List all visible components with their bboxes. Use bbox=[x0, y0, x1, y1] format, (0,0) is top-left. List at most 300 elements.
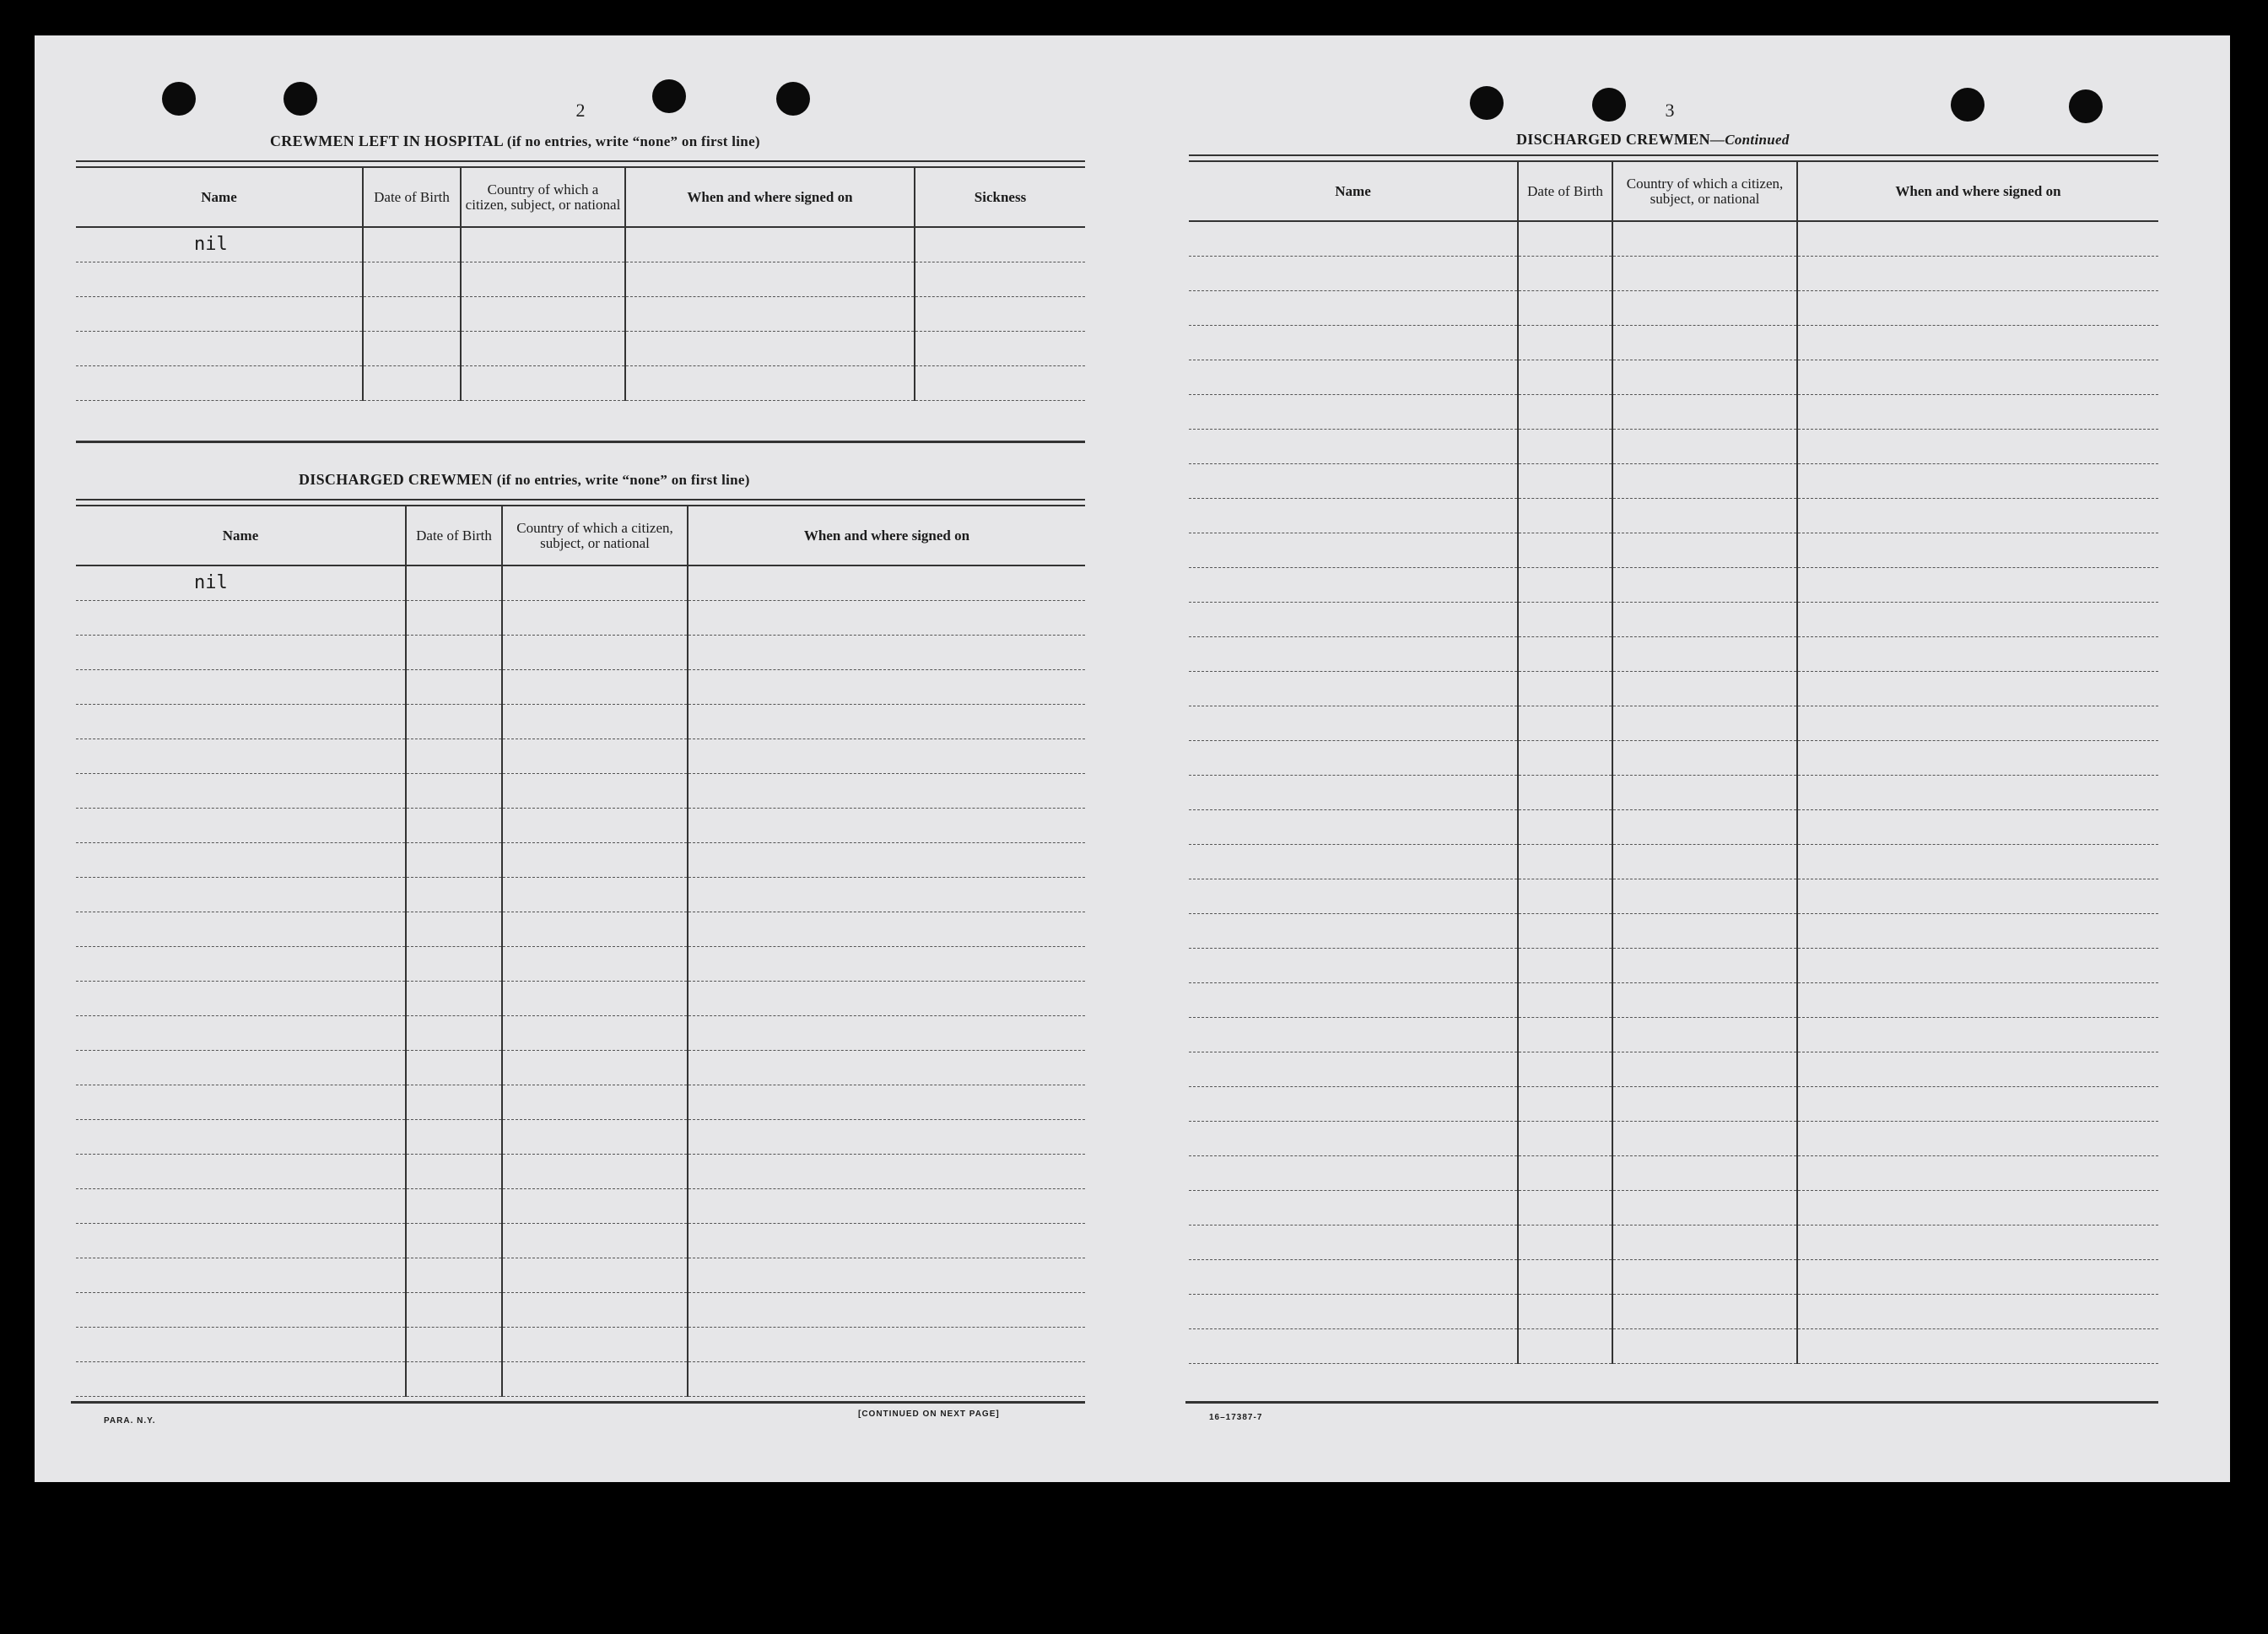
cell bbox=[406, 808, 502, 842]
punch-hole bbox=[776, 82, 810, 116]
cell bbox=[1518, 1259, 1612, 1294]
cell bbox=[1612, 706, 1797, 740]
cell bbox=[76, 365, 363, 400]
cell bbox=[1797, 1052, 2158, 1086]
cell bbox=[688, 1154, 1085, 1188]
document-sheet bbox=[35, 35, 2230, 1482]
left-page bbox=[35, 35, 1147, 1482]
table-row bbox=[76, 946, 1085, 981]
cell bbox=[1189, 671, 1518, 706]
table-row bbox=[1189, 567, 2158, 602]
table-row bbox=[76, 877, 1085, 912]
cell bbox=[688, 1361, 1085, 1396]
cell bbox=[1189, 1190, 1518, 1225]
cell bbox=[1189, 879, 1518, 913]
cell bbox=[76, 635, 406, 669]
table-row bbox=[76, 365, 1085, 400]
cell bbox=[1612, 1328, 1797, 1363]
cell bbox=[461, 296, 625, 331]
cell bbox=[915, 262, 1085, 296]
cell bbox=[1518, 1017, 1612, 1052]
cell bbox=[1518, 1121, 1612, 1155]
table-row bbox=[76, 227, 1085, 262]
col-header-name: Name bbox=[1189, 162, 1518, 221]
table-row bbox=[1189, 602, 2158, 636]
cell bbox=[1518, 1225, 1612, 1259]
cell bbox=[1518, 498, 1612, 533]
cell bbox=[1189, 1121, 1518, 1155]
continued-note: [CONTINUED ON NEXT PAGE] bbox=[858, 1409, 1000, 1419]
cell bbox=[363, 227, 461, 262]
cell bbox=[76, 842, 406, 877]
cell bbox=[1612, 567, 1797, 602]
cell bbox=[461, 262, 625, 296]
cell bbox=[1518, 567, 1612, 602]
cell bbox=[502, 669, 688, 704]
cell bbox=[76, 1292, 406, 1327]
table-row bbox=[1189, 1155, 2158, 1190]
cell bbox=[1797, 844, 2158, 879]
cell bbox=[1189, 1259, 1518, 1294]
cell bbox=[1612, 325, 1797, 360]
cell bbox=[76, 669, 406, 704]
cell bbox=[502, 946, 688, 981]
cell bbox=[1189, 533, 1518, 567]
cell bbox=[688, 1258, 1085, 1292]
table-row bbox=[76, 842, 1085, 877]
cell bbox=[1797, 879, 2158, 913]
cell bbox=[1518, 602, 1612, 636]
table-row bbox=[76, 1327, 1085, 1361]
table-row bbox=[1189, 706, 2158, 740]
form-number: 16–17387-7 bbox=[1209, 1413, 1263, 1422]
table-row bbox=[1189, 913, 2158, 948]
cell bbox=[1518, 671, 1612, 706]
cell bbox=[1797, 1086, 2158, 1121]
cell bbox=[688, 635, 1085, 669]
table-row bbox=[1189, 1086, 2158, 1121]
cell bbox=[76, 1050, 406, 1085]
cell bbox=[1797, 809, 2158, 844]
table-row bbox=[76, 565, 1085, 600]
cell bbox=[76, 773, 406, 808]
discharged-header-row bbox=[76, 506, 1085, 565]
cell bbox=[406, 635, 502, 669]
continued-top-rule bbox=[1189, 154, 2158, 162]
table-row bbox=[1189, 1328, 2158, 1363]
cell bbox=[363, 262, 461, 296]
cell bbox=[1797, 671, 2158, 706]
table-row bbox=[76, 331, 1085, 365]
table-row bbox=[76, 1188, 1085, 1223]
col-header-when-where: When and where signed on bbox=[625, 168, 915, 227]
cell bbox=[1518, 221, 1612, 256]
cell bbox=[625, 365, 915, 400]
cell bbox=[688, 1188, 1085, 1223]
hospital-title-note: (if no entries, write “none” on first line) bbox=[506, 133, 760, 149]
cell bbox=[1518, 913, 1612, 948]
cell bbox=[1612, 1121, 1797, 1155]
cell bbox=[76, 946, 406, 981]
table-row bbox=[76, 773, 1085, 808]
cell bbox=[406, 912, 502, 946]
cell bbox=[363, 331, 461, 365]
cell bbox=[1518, 1086, 1612, 1121]
cell bbox=[1518, 256, 1612, 290]
cell bbox=[76, 704, 406, 739]
cell bbox=[406, 946, 502, 981]
cell bbox=[1612, 913, 1797, 948]
cell bbox=[1189, 221, 1518, 256]
cell bbox=[502, 1258, 688, 1292]
cell bbox=[502, 1015, 688, 1050]
col-header-country: Country of which a citizen, subject, or national bbox=[461, 168, 625, 227]
cell bbox=[1189, 1328, 1518, 1363]
cell bbox=[76, 1258, 406, 1292]
cell bbox=[502, 1188, 688, 1223]
table-row bbox=[1189, 1017, 2158, 1052]
right-page bbox=[1147, 35, 2230, 1482]
cell bbox=[406, 1119, 502, 1154]
cell bbox=[1797, 567, 2158, 602]
cell bbox=[1797, 913, 2158, 948]
table-row bbox=[1189, 740, 2158, 775]
discharged-top-rule bbox=[76, 499, 1085, 506]
cell bbox=[461, 365, 625, 400]
punch-hole bbox=[1470, 86, 1504, 120]
page-number: 2 bbox=[575, 100, 586, 121]
cell bbox=[502, 842, 688, 877]
cell bbox=[76, 981, 406, 1015]
cell bbox=[1612, 221, 1797, 256]
cell bbox=[1518, 1294, 1612, 1328]
cell bbox=[502, 773, 688, 808]
table-row bbox=[76, 739, 1085, 773]
col-header-name: Name bbox=[76, 168, 363, 227]
cell bbox=[502, 912, 688, 946]
cell bbox=[1797, 1190, 2158, 1225]
cell bbox=[1612, 533, 1797, 567]
cell bbox=[1612, 498, 1797, 533]
cell bbox=[406, 1292, 502, 1327]
cell bbox=[1612, 879, 1797, 913]
cell bbox=[688, 1119, 1085, 1154]
cell bbox=[502, 1223, 688, 1258]
table-row bbox=[1189, 809, 2158, 844]
cell bbox=[1189, 1225, 1518, 1259]
cell bbox=[1189, 636, 1518, 671]
cell bbox=[406, 877, 502, 912]
table-row bbox=[1189, 1294, 2158, 1328]
cell bbox=[1612, 1259, 1797, 1294]
cell bbox=[76, 739, 406, 773]
cell bbox=[502, 1050, 688, 1085]
cell bbox=[363, 296, 461, 331]
col-header-date-of-birth: Date of Birth bbox=[363, 168, 461, 227]
cell bbox=[406, 1154, 502, 1188]
cell bbox=[625, 331, 915, 365]
cell bbox=[1189, 948, 1518, 982]
cell bbox=[1797, 1017, 2158, 1052]
table-row bbox=[1189, 290, 2158, 325]
table-row bbox=[76, 1154, 1085, 1188]
cell bbox=[1612, 1190, 1797, 1225]
cell bbox=[1612, 636, 1797, 671]
cell bbox=[406, 1223, 502, 1258]
cell bbox=[1612, 982, 1797, 1017]
hospital-top-rule bbox=[76, 160, 1085, 168]
hospital-title-text: CREWMEN LEFT IN HOSPITAL bbox=[270, 133, 504, 149]
cell bbox=[502, 1327, 688, 1361]
cell bbox=[915, 365, 1085, 400]
cell bbox=[406, 773, 502, 808]
table-row bbox=[76, 912, 1085, 946]
punch-hole bbox=[2069, 89, 2103, 123]
cell bbox=[688, 704, 1085, 739]
cell bbox=[502, 877, 688, 912]
discharged-section-title bbox=[299, 471, 750, 489]
cell bbox=[1797, 498, 2158, 533]
cell bbox=[1612, 740, 1797, 775]
table-row bbox=[76, 981, 1085, 1015]
cell bbox=[1189, 706, 1518, 740]
cell bbox=[1189, 1155, 1518, 1190]
table-row bbox=[1189, 325, 2158, 360]
table-row bbox=[1189, 879, 2158, 913]
cell bbox=[688, 877, 1085, 912]
cell bbox=[688, 739, 1085, 773]
cell bbox=[915, 296, 1085, 331]
table-row bbox=[1189, 533, 2158, 567]
cell bbox=[688, 842, 1085, 877]
cell bbox=[76, 262, 363, 296]
discharged-bottom-rule bbox=[71, 1401, 1085, 1404]
table-row bbox=[1189, 221, 2158, 256]
cell bbox=[688, 600, 1085, 635]
cell bbox=[1518, 1190, 1612, 1225]
hospital-section-title bbox=[270, 133, 760, 150]
cell bbox=[1189, 360, 1518, 394]
cell bbox=[1612, 775, 1797, 809]
cell bbox=[1518, 1328, 1612, 1363]
cell bbox=[1189, 498, 1518, 533]
cell bbox=[688, 808, 1085, 842]
col-header-country: Country of which a citizen, subject, or national bbox=[1612, 162, 1797, 221]
table-row bbox=[76, 808, 1085, 842]
cell bbox=[1518, 533, 1612, 567]
cell bbox=[1797, 290, 2158, 325]
cell bbox=[1612, 256, 1797, 290]
cell bbox=[76, 1154, 406, 1188]
cell bbox=[1189, 982, 1518, 1017]
cell bbox=[1612, 1225, 1797, 1259]
cell bbox=[1189, 325, 1518, 360]
cell bbox=[688, 1223, 1085, 1258]
cell bbox=[1797, 948, 2158, 982]
discharged-continued-title bbox=[1516, 131, 1790, 149]
cell bbox=[1797, 740, 2158, 775]
cell bbox=[1797, 256, 2158, 290]
table-row bbox=[76, 296, 1085, 331]
cell bbox=[1797, 602, 2158, 636]
cell bbox=[1189, 256, 1518, 290]
cell bbox=[1612, 671, 1797, 706]
cell bbox=[1797, 221, 2158, 256]
cell bbox=[406, 565, 502, 600]
col-header-when-where: When and where signed on bbox=[1797, 162, 2158, 221]
cell bbox=[502, 704, 688, 739]
cell bbox=[363, 365, 461, 400]
cell bbox=[406, 1258, 502, 1292]
table-row bbox=[76, 1361, 1085, 1396]
entry-name: nil bbox=[76, 227, 363, 262]
cell bbox=[406, 704, 502, 739]
table-row bbox=[76, 1085, 1085, 1119]
cell bbox=[502, 635, 688, 669]
table-row bbox=[1189, 360, 2158, 394]
cell bbox=[406, 1327, 502, 1361]
cell bbox=[76, 912, 406, 946]
cell bbox=[688, 1085, 1085, 1119]
cell bbox=[76, 331, 363, 365]
cell bbox=[1612, 1086, 1797, 1121]
cell bbox=[688, 1050, 1085, 1085]
cell bbox=[688, 773, 1085, 808]
hospital-bottom-rule bbox=[76, 441, 1085, 443]
cell bbox=[406, 842, 502, 877]
cell bbox=[688, 1015, 1085, 1050]
table-row bbox=[1189, 498, 2158, 533]
col-header-country: Country of which a citizen, subject, or national bbox=[502, 506, 688, 565]
cell bbox=[1518, 325, 1612, 360]
cell bbox=[1518, 982, 1612, 1017]
cell bbox=[688, 1292, 1085, 1327]
cell bbox=[1518, 775, 1612, 809]
cell bbox=[76, 1327, 406, 1361]
table-row bbox=[1189, 256, 2158, 290]
cell bbox=[625, 296, 915, 331]
cell bbox=[688, 946, 1085, 981]
discharged-title-note: (if no entries, write “none” on first line) bbox=[496, 472, 750, 488]
cell bbox=[502, 565, 688, 600]
cell bbox=[461, 331, 625, 365]
cell bbox=[1189, 1017, 1518, 1052]
table-row bbox=[1189, 394, 2158, 429]
cell bbox=[502, 1292, 688, 1327]
cell bbox=[76, 1223, 406, 1258]
cell bbox=[1518, 1052, 1612, 1086]
punch-hole bbox=[1592, 88, 1626, 122]
cell bbox=[406, 1015, 502, 1050]
cell bbox=[76, 1119, 406, 1154]
cell bbox=[915, 331, 1085, 365]
cell bbox=[1518, 948, 1612, 982]
cell bbox=[1518, 360, 1612, 394]
table-row bbox=[76, 1223, 1085, 1258]
table-row bbox=[1189, 636, 2158, 671]
punch-hole bbox=[284, 82, 317, 116]
cell bbox=[1518, 394, 1612, 429]
table-row bbox=[76, 600, 1085, 635]
cell bbox=[1797, 1121, 2158, 1155]
cell bbox=[1797, 463, 2158, 498]
cell bbox=[1518, 463, 1612, 498]
cell bbox=[1189, 1294, 1518, 1328]
cell bbox=[1189, 602, 1518, 636]
cell bbox=[502, 1119, 688, 1154]
table-row bbox=[1189, 844, 2158, 879]
cell bbox=[502, 1085, 688, 1119]
cell bbox=[625, 227, 915, 262]
cell bbox=[76, 1015, 406, 1050]
cell bbox=[1189, 1052, 1518, 1086]
cell bbox=[688, 565, 1085, 600]
cell bbox=[1518, 740, 1612, 775]
cell bbox=[1518, 844, 1612, 879]
cell bbox=[502, 1154, 688, 1188]
punch-hole bbox=[162, 82, 196, 116]
cell bbox=[1518, 636, 1612, 671]
cell bbox=[1612, 1294, 1797, 1328]
table-row bbox=[76, 635, 1085, 669]
entry-name: nil bbox=[76, 565, 406, 600]
cell bbox=[502, 808, 688, 842]
cell bbox=[1518, 290, 1612, 325]
cell bbox=[76, 296, 363, 331]
table-row bbox=[1189, 1052, 2158, 1086]
cell bbox=[1797, 533, 2158, 567]
cell bbox=[1518, 879, 1612, 913]
punch-hole bbox=[1951, 88, 1984, 122]
cell bbox=[76, 877, 406, 912]
cell bbox=[461, 227, 625, 262]
cell bbox=[502, 600, 688, 635]
table-row bbox=[76, 669, 1085, 704]
table-row bbox=[76, 704, 1085, 739]
table-row bbox=[76, 1258, 1085, 1292]
table-row bbox=[76, 1050, 1085, 1085]
cell bbox=[688, 1327, 1085, 1361]
cell bbox=[1797, 1259, 2158, 1294]
cell bbox=[1797, 706, 2158, 740]
table-row bbox=[1189, 948, 2158, 982]
cell bbox=[1797, 429, 2158, 463]
cell bbox=[1612, 429, 1797, 463]
cell bbox=[1518, 1155, 1612, 1190]
hospital-header-row bbox=[76, 168, 1085, 227]
cell bbox=[1612, 394, 1797, 429]
cell bbox=[1612, 948, 1797, 982]
punch-hole bbox=[652, 79, 686, 113]
continued-bottom-rule bbox=[1185, 1401, 2158, 1404]
cell bbox=[1518, 706, 1612, 740]
cell bbox=[625, 262, 915, 296]
table-row bbox=[1189, 429, 2158, 463]
table-row bbox=[1189, 1121, 2158, 1155]
cell bbox=[406, 1050, 502, 1085]
col-header-date-of-birth: Date of Birth bbox=[1518, 162, 1612, 221]
cell bbox=[1612, 602, 1797, 636]
col-header-name: Name bbox=[76, 506, 406, 565]
table-row bbox=[1189, 775, 2158, 809]
table-row bbox=[1189, 671, 2158, 706]
cell bbox=[1612, 463, 1797, 498]
cell bbox=[688, 981, 1085, 1015]
cell bbox=[1612, 1155, 1797, 1190]
table-row bbox=[76, 262, 1085, 296]
cell bbox=[1797, 982, 2158, 1017]
cell bbox=[1189, 844, 1518, 879]
